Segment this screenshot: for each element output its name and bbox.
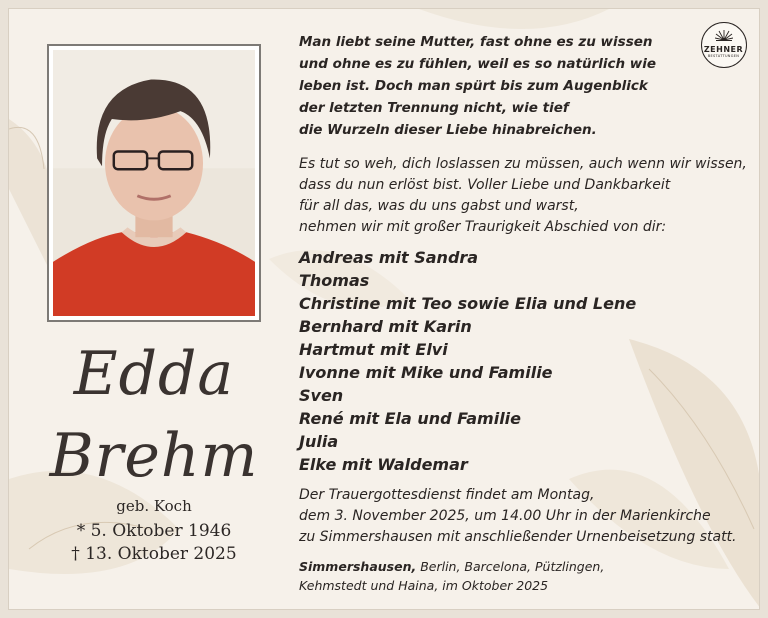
quote-line: und ohne es zu fühlen, weil es so natürlich wie: [299, 56, 657, 72]
obituary-card: [8, 8, 760, 610]
maiden-name: geb. Koch: [116, 497, 192, 515]
family-member: Sven: [299, 386, 344, 405]
family-member: Bernhard mit Karin: [299, 317, 472, 336]
service-line: dem 3. November 2025, um 14.00 Uhr in der Marienkirche: [299, 508, 711, 524]
text-column: [299, 31, 754, 595]
service-line: zu Simmershausen mit anschließender Urnenbeisetzung statt.: [299, 529, 737, 545]
sunburst-icon: [715, 29, 733, 41]
family-member: Julia: [299, 432, 339, 451]
family-member: Christine mit Teo sowie Elia und Lene: [299, 294, 637, 313]
places-line-2: Kehmstedt und Haina, im Oktober 2025: [299, 578, 549, 593]
logo-name: ZEHNER: [703, 45, 744, 54]
family-member: Hartmut mit Elvi: [299, 340, 448, 359]
places-date: [299, 557, 754, 595]
funeral-home-logo: [701, 22, 747, 68]
service-info: [299, 485, 754, 548]
quote-line: der letzten Trennung nicht, wie tief: [299, 100, 569, 116]
farewell-line: für all das, was du uns gabst und warst,: [299, 198, 579, 214]
family-member: Elke mit Waldemar: [299, 455, 468, 474]
service-line: Der Trauergottesdienst findet am Montag,: [299, 487, 595, 503]
death-date: † 13. Oktober 2025: [71, 544, 237, 564]
quote-line: die Wurzeln dieser Liebe hinabreichen.: [299, 122, 597, 138]
places-line-1: [299, 557, 754, 576]
places-main: Simmershausen,: [299, 559, 417, 574]
farewell-line: dass du nun erlöst bist. Voller Liebe und Dankbarkeit: [299, 177, 671, 193]
family-member: René mit Ela und Familie: [299, 409, 522, 428]
logo-subtitle: BESTATTUNGEN: [707, 54, 740, 58]
family-member: Ivonne mit Mike und Familie: [299, 363, 553, 382]
portrait-image: [53, 50, 255, 316]
family-member: Andreas mit Sandra: [299, 248, 479, 267]
deceased-first-name: Edda: [73, 339, 235, 409]
deceased-last-name: Brehm: [49, 421, 259, 491]
quote-line: Man liebt seine Mutter, fast ohne es zu wissen: [299, 34, 653, 50]
farewell-text: [299, 154, 754, 238]
quote: [299, 31, 754, 141]
family-list: [299, 246, 754, 476]
birth-date: * 5. Oktober 1946: [76, 521, 232, 541]
family-member: Thomas: [299, 271, 370, 290]
quote-line: leben ist. Doch man spürt bis zum Augenblick: [299, 78, 648, 94]
portrait-photo: [47, 44, 261, 322]
farewell-line: Es tut so weh, dich loslassen zu müssen, auch wenn wir wissen,: [299, 156, 747, 172]
farewell-line: nehmen wir mit großer Traurigkeit Abschied von dir:: [299, 219, 667, 235]
places-rest: Berlin, Barcelona, Pützlingen,: [416, 559, 605, 574]
